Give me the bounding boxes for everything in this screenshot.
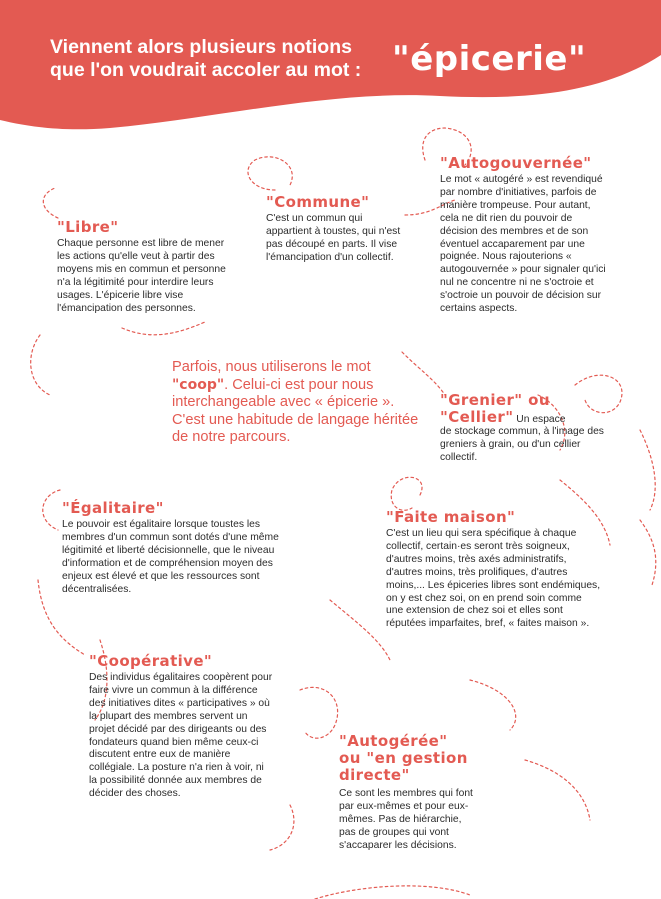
notion-grenier-text: de stockage commun, à l'image des greniers à grain, ou d'un cellier collectif.	[440, 426, 604, 463]
notion-egalitaire-title: "Égalitaire"	[62, 499, 164, 517]
page-title	[50, 36, 610, 82]
notion-libre-text: Chaque personne est libre de mener les actions qu'elle veut à partir des moyens mis en commun et personne n'a la légitimité pour interdire leurs usages. L'épicerie libre vise l'émancipation des personnes.	[57, 238, 226, 314]
coop-quote	[172, 359, 427, 447]
notion-autogeree-text: Ce sont les membres qui font par eux-mêmes et pour eux-mêmes. Pas de hiérarchie, pas de groupes qui vont s'accaparer les décisions.	[339, 788, 473, 851]
notion-cooperative	[89, 653, 274, 801]
coop-quote-part2: . Celui-ci est pour nous interchangeable avec « épicerie ». C'est une habitude de langage héritée de notre parcours.	[172, 376, 419, 446]
coop-quote-keyword: "coop"	[172, 376, 225, 393]
notion-faite-maison-text: C'est un lieu qui sera spécifique à chaque collectif, certain·es seront très soigneux, d'autres moins, très axés administratifs, d'autres moins, très prolifiques, d'autres moins,... Les épiceries libres sont endémiques, on y est chez soi, on en prend soin comme une extension de chez soi et elles sont réputées imparfaites, bref, « faites maison ».	[386, 528, 601, 630]
notion-egalitaire-text: Le pouvoir est égalitaire lorsque toustes les membres d'un commun sont dotés d'une même légitimité et liberté décisionnelle, que le niveau d'information et de compréhension moyen des enjeux est élevé et que les ressources sont décentralisées.	[62, 519, 279, 595]
notion-grenier-cellier	[440, 392, 610, 465]
notion-commune-title: "Commune"	[266, 193, 370, 211]
notion-grenier-title-line2: "Cellier"	[440, 408, 514, 426]
notion-grenier-text-inline: Un espace	[516, 414, 566, 425]
notion-libre-title: "Libre"	[57, 218, 119, 236]
notion-cooperative-title: "Coopérative"	[89, 652, 213, 670]
notion-faite-maison-title: "Faite maison"	[386, 508, 516, 526]
notion-libre	[57, 219, 232, 315]
notion-autogeree	[339, 733, 479, 853]
notion-autogouvernee	[440, 155, 612, 316]
notion-cooperative-text: Des individus égalitaires coopèrent pour faire vivre un commun à la différence des initiatives dites « participatives » où la plupart des membres servent un projet décidé par des dirigeants ou des fondateurs quand bien même ceux-ci discutent entre eux de manière collégiale. La posture n'a rien à voir, ni la possibilité donnée aux membres de décider des choses.	[89, 672, 273, 800]
notion-autogeree-title-line2: ou "en gestion	[339, 749, 468, 767]
notion-autogouvernee-text: Le mot « autogéré » est revendiqué par nombre d'initiatives, parfois de manière trompeuse. Pour autant, cela ne dit rien du pouvoir de décision des membres et de son éventuel accaparement par une poignée. Nous rajouterions « autogouvernée » pour signaler qu'ici nul ne concentre ni ne s'octroie et s'octroie un pouvoir de décision sur certains aspects.	[440, 174, 606, 315]
title-line-2: que l'on voudrait accoler au mot :	[50, 59, 362, 81]
notion-grenier-title-line1: "Grenier" ou	[440, 391, 550, 409]
notion-commune	[266, 194, 401, 265]
notion-faite-maison	[386, 509, 601, 631]
title-accent-word: "épicerie"	[392, 39, 587, 79]
notion-autogeree-title-line3: directe"	[339, 766, 410, 784]
title-line-1: Viennent alors plusieurs notions	[50, 36, 352, 58]
notion-egalitaire	[62, 500, 297, 596]
notion-autogouvernee-title: "Autogouvernée"	[440, 154, 592, 172]
notion-autogeree-title-line1: "Autogérée"	[339, 732, 448, 750]
coop-quote-part1: Parfois, nous utiliserons le mot	[172, 359, 371, 375]
notion-commune-text: C'est un commun qui appartient à toustes, qui n'est pas découpé en parts. Il vise l'émancipation d'un collectif.	[266, 213, 401, 263]
